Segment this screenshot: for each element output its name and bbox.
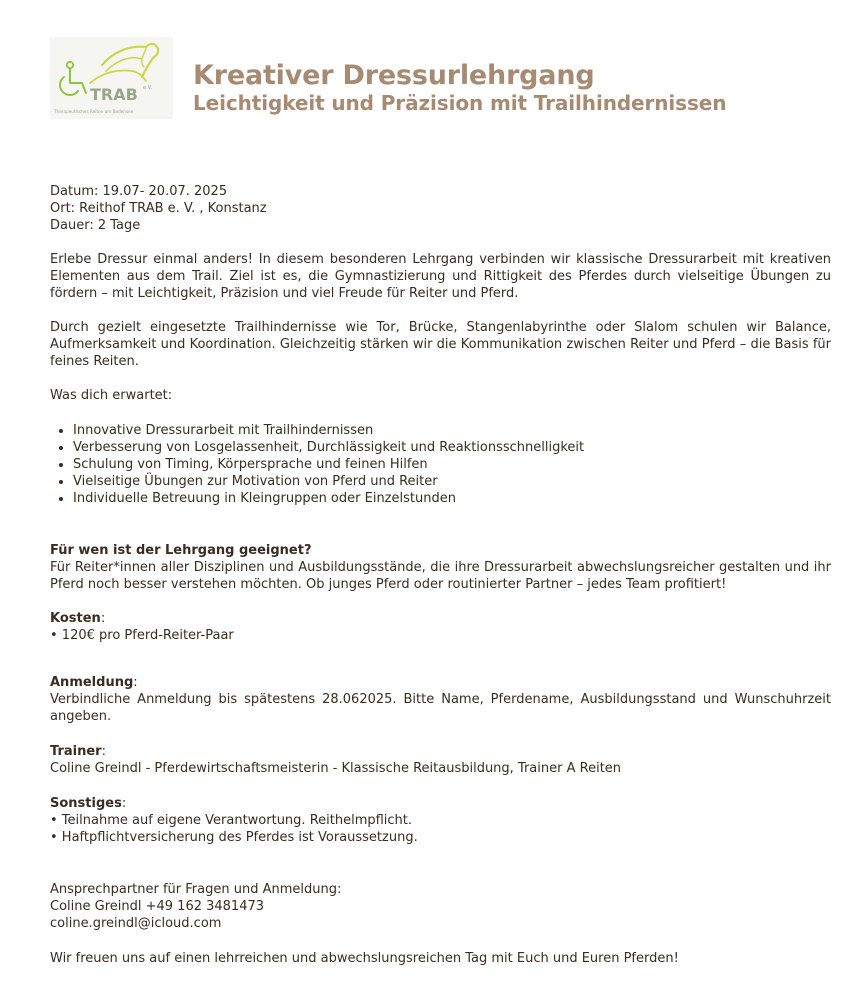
list-item: • Innovative Dressurarbeit mit Trailhindernissen bbox=[73, 422, 831, 439]
costs-item: • 120€ pro Pferd-Reiter-Paar bbox=[50, 628, 234, 643]
misc-heading: Sonstiges bbox=[50, 796, 122, 811]
registration-heading: Anmeldung bbox=[50, 675, 134, 690]
logo-tagline: Therapeutisches Reiten am Bodensee bbox=[54, 109, 134, 114]
list-item: • Verbesserung von Losgelassenheit, Durchlässigkeit und Reaktionsschnelligkeit bbox=[73, 439, 831, 456]
misc-section: Sonstiges: • Teilnahme auf eigene Verantwortung. Reithelmpflicht. • Haftpflichtversicherung des Pferdes ist Voraussetzung. bbox=[50, 795, 831, 846]
contact-heading: Ansprechpartner für Fragen und Anmeldung: bbox=[50, 882, 342, 897]
trainer-text: Coline Greindl - Pferdewirtschaftsmeisterin - Klassische Reitausbildung, Trainer A Reiten bbox=[50, 761, 622, 776]
costs-section: Kosten: • 120€ pro Pferd-Reiter-Paar bbox=[50, 610, 831, 644]
intro-paragraph-1: Erlebe Dressur einmal anders! In diesem besonderen Lehrgang verbinden wir klassische Dressurarbeit mit kreativen Elementen aus dem Trail. Ziel ist es, die Gymnastizierung und Rittigkeit des Pferdes durch vielseitige Übungen zu fördern – mit Leichtigkeit, Präzision und viel Freude für Reiter und Pferd. bbox=[50, 252, 831, 301]
logo-superscript: e.V. bbox=[143, 85, 153, 91]
page-title: Kreativer Dressurlehrgang bbox=[193, 60, 595, 91]
logo-wordmark: TRAB bbox=[90, 85, 138, 104]
closing-text: Wir freuen uns auf einen lehrreichen und abwechslungsreichen Tag mit Euch und Euren Pferden! bbox=[50, 951, 679, 966]
expect-heading: Was dich erwartet: bbox=[50, 388, 173, 403]
contact-email[interactable]: coline.greindl@icloud.com bbox=[50, 916, 222, 931]
info-date: Datum: 19.07- 20.07. 2025 bbox=[50, 184, 228, 199]
contact-section bbox=[50, 881, 831, 932]
registration-text: Verbindliche Anmeldung bis spätestens 28.062025. Bitte Name, Pferdename, Ausbildungsstand und Wunschuhrzeit angeben. bbox=[50, 692, 831, 724]
audience-section bbox=[50, 542, 831, 593]
document-body bbox=[50, 183, 831, 967]
info-duration: Dauer: 2 Tage bbox=[50, 218, 141, 233]
trainer-heading: Trainer bbox=[50, 744, 102, 759]
registration-section: Anmeldung: Verbindliche Anmeldung bis spätestens 28.062025. Bitte Name, Pferdename, Ausbildungsstand und Wunschuhrzeit angeben. bbox=[50, 675, 831, 724]
misc-item: • Haftpflichtversicherung des Pferdes ist Voraussetzung. bbox=[50, 830, 418, 845]
trainer-section: Trainer: Coline Greindl - Pferdewirtschaftsmeisterin - Klassische Reitausbildung, Trainer A Reiten bbox=[50, 743, 831, 777]
contact-phone: Coline Greindl +49 162 3481473 bbox=[50, 899, 265, 914]
feature-list bbox=[50, 422, 831, 507]
trab-logo bbox=[50, 37, 173, 119]
info-place: Ort: Reithof TRAB e. V. , Konstanz bbox=[50, 201, 267, 216]
list-item: • Individuelle Betreuung in Kleingruppen oder Einzelstunden bbox=[73, 490, 831, 507]
page-subtitle: Leichtigkeit und Präzision mit Trailhindernissen bbox=[193, 91, 727, 115]
costs-heading: Kosten bbox=[50, 611, 101, 626]
misc-item: • Teilnahme auf eigene Verantwortung. Reithelmpflicht. bbox=[50, 813, 413, 828]
intro-paragraph-2: Durch gezielt eingesetzte Trailhindernisse wie Tor, Brücke, Stangenlabyrinthe oder Slalom schulen wir Balance, Aufmerksamkeit und Koordination. Gleichzeitig stärken wir die Kommunikation zwischen Reiter und Pferd – die Basis für feines Reiten. bbox=[50, 320, 831, 369]
audience-heading: Für wen ist der Lehrgang geeignet? bbox=[50, 543, 312, 558]
info-block bbox=[50, 183, 831, 234]
list-item: • Vielseitige Übungen zur Motivation von Pferd und Reiter bbox=[73, 473, 831, 490]
trab-logo-graphic bbox=[50, 37, 173, 119]
audience-text: Für Reiter*innen aller Disziplinen und Ausbildungsstände, die ihre Dressurarbeit abwechslungsreicher gestalten und ihr Pferd noch besser verstehen möchten. Ob junges Pferd oder routinierter Partner – jedes Team profitiert! bbox=[50, 560, 831, 592]
list-item: • Schulung von Timing, Körpersprache und feinen Hilfen bbox=[73, 456, 831, 473]
